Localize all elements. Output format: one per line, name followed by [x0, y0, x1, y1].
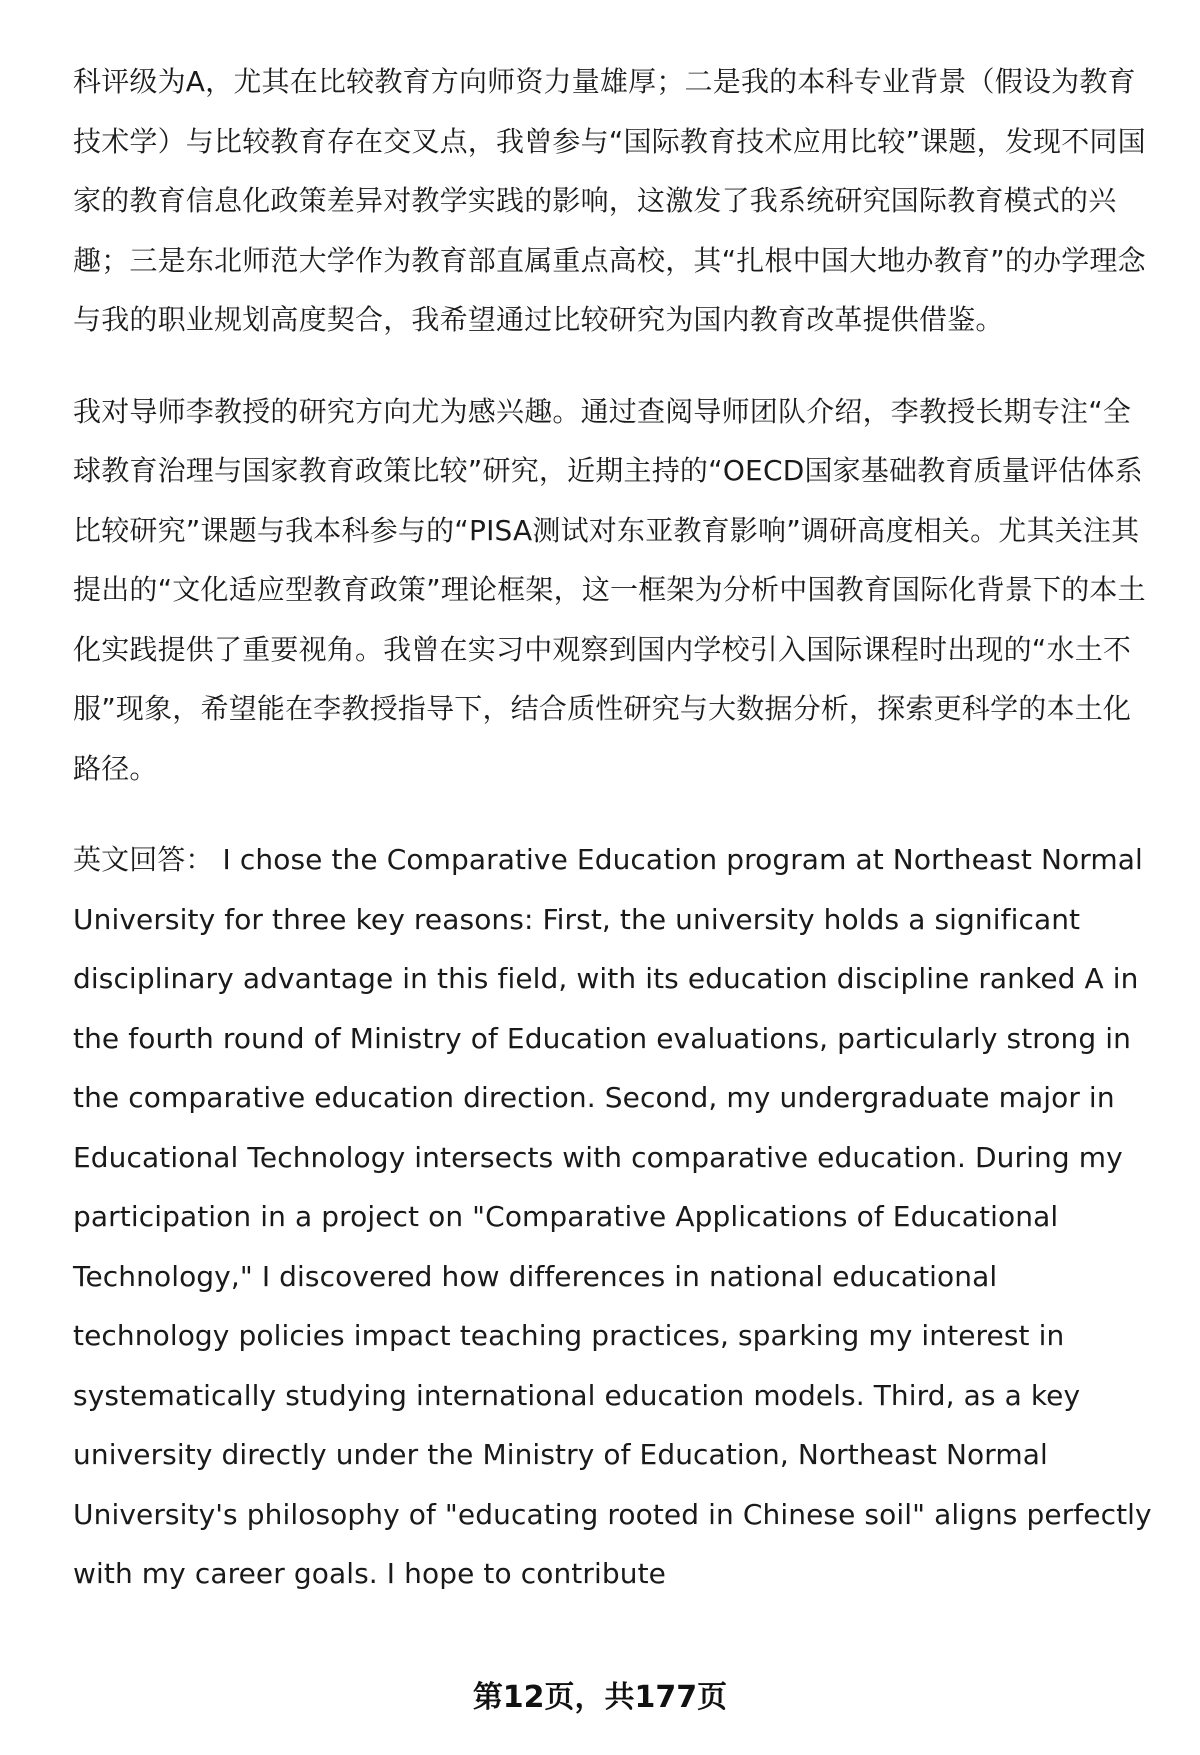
paragraph-intro-continued: 科评级为A，尤其在比较教育方向师资力量雄厚；二是我的本科专业背景（假设为教育技术学）与比较教育存在交叉点，我曾参与“国际教育技术应用比较”课题，发现不同国家的教育信息化政策差异对教学实践的影响，这激发了我系统研究国际教育模式的兴趣；三是东北师范大学作为教育部直属重点高校，其“扎根中国大地办教育”的办学理念与我的职业规划高度契合，我希望通过比较研究为国内教育改革提供借鉴。	[73, 65, 1146, 336]
paragraph-advisor-interest: 我对导师李教授的研究方向尤为感兴趣。通过查阅导师团队介绍，李教授长期专注“全球教育治理与国家教育政策比较”研究，近期主持的“OECD国家基础教育质量评估体系比较研究”课题与我本科参与的“PISA测试对东亚教育影响”调研高度相关。尤其关注其提出的“文化适应型教育政策”理论框架，这一框架为分析中国教育国际化背景下的本土化实践提供了重要视角。我曾在实习中观察到国内学校引入国际课程时出现的“水土不服”现象，希望能在李教授指导下，结合质性研究与大数据分析，探索更科学的本土化路径。	[73, 394, 1146, 785]
english-answer-text: I chose the Comparative Education program at Northeast Normal University for three key reasons: First, the university holds a significant disciplinary advantage in this field, with its education discipline ranked A in the fourth round of Ministry of Education evaluations, particularly strong in the comparative education direction. Second, my undergraduate major in Educational Technology intersects with comparative education. During my participation in a project on "Comparative Applications of Educational Technology," I discovered how differences in national educational technology policies impact teaching practices, sparking my interest in systematically studying international education models. Third, as a key university directly under the Ministry of Education, Northeast Normal University's philosophy of "educating rooted in Chinese soil" aligns perfectly with my career goals. I hope to contribute	[73, 843, 1152, 1590]
page-number: 第12页，共177页	[472, 1680, 728, 1715]
english-answer-label: 英文回答：	[73, 843, 214, 876]
paragraph-english-answer	[73, 830, 1153, 1604]
page-content	[73, 52, 1153, 1604]
